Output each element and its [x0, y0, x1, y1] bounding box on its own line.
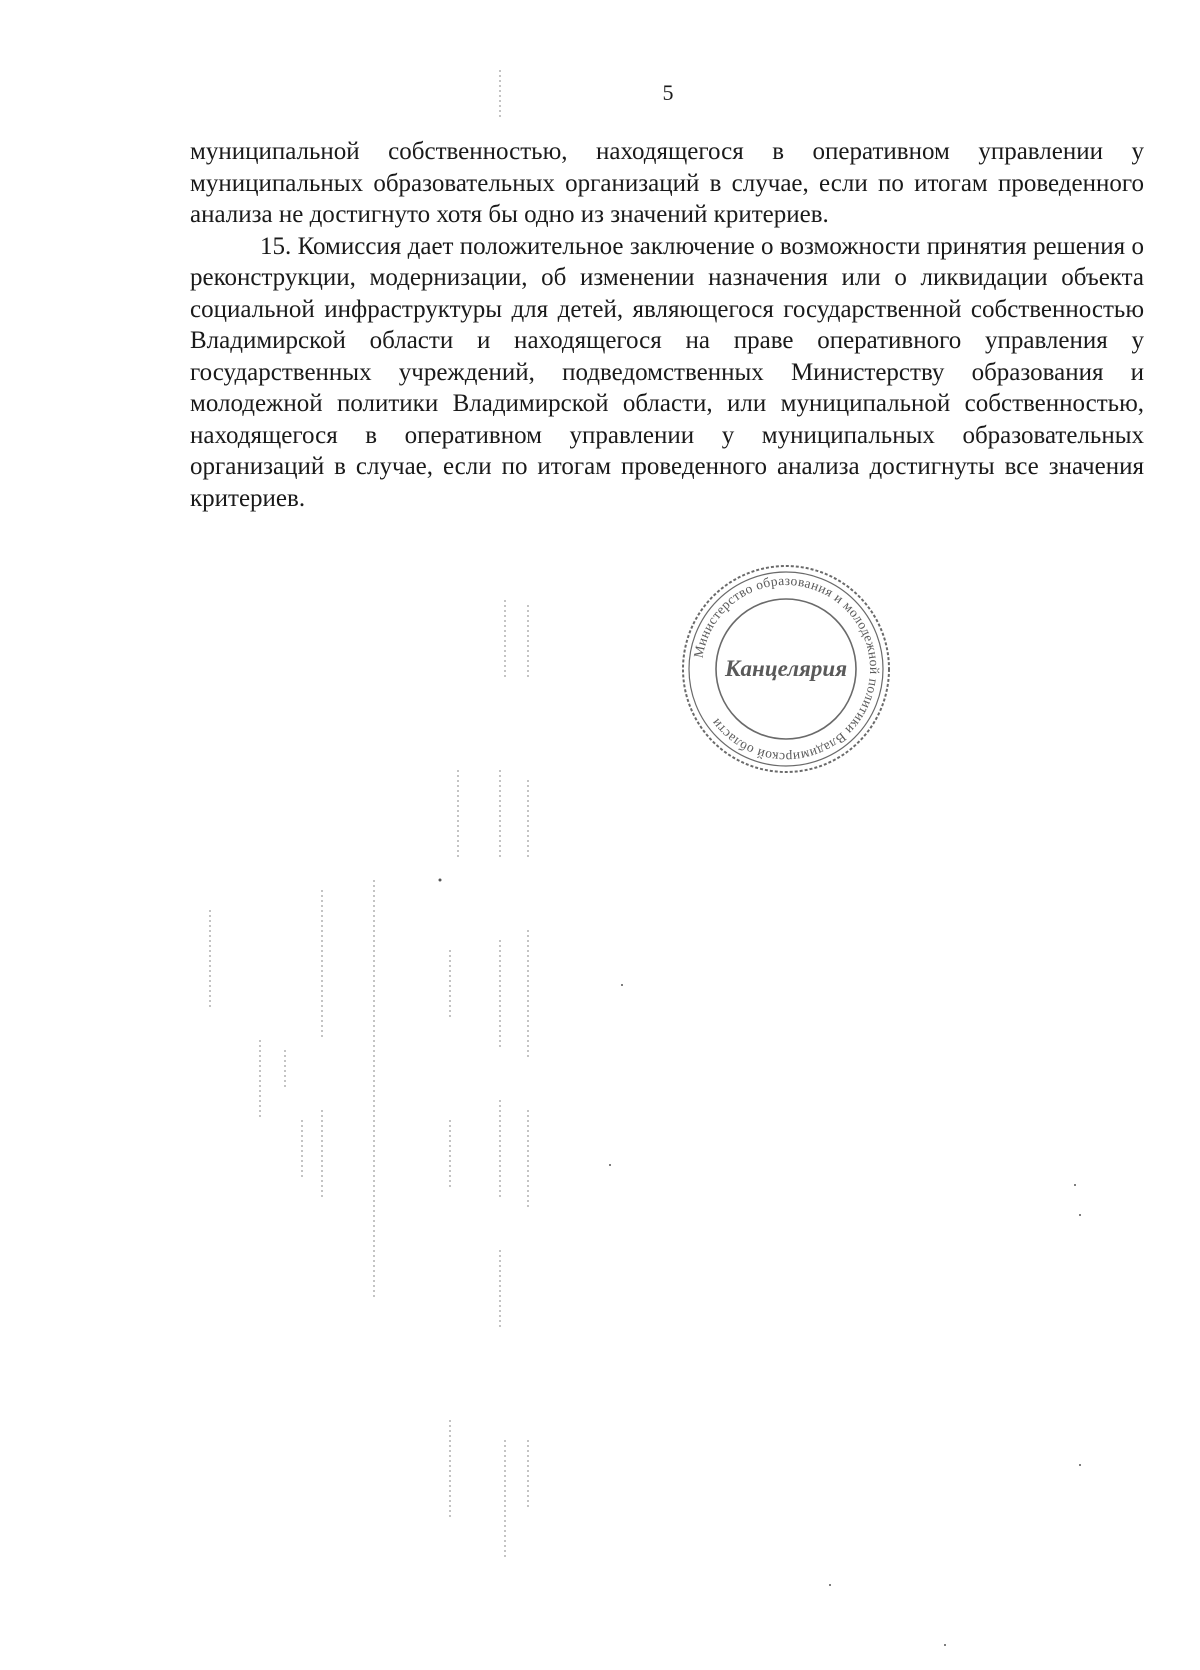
stamp-ring-textpath: Министерство образования и молодежной политики Владимирской области	[690, 572, 883, 766]
paragraph-continuation: муниципальной собственностью, находящегося в оперативном управлении у муниципальных образовательных организаций в случае, если по итогам проведенного анализа не достигнуто хотя бы одно из значений критериев.	[190, 138, 1144, 228]
document-body	[190, 136, 1144, 514]
paragraph-15: 15. Комиссия дает положительное заключение о возможности принятия решения о реконструкции, модернизации, об изменении назначения или о ликвидации объекта социальной инфраструктуры для детей, являющегося государственной собственностью Владимирской области и находящегося на праве оперативного управления у государственных учреждений, подведомственных Министерству образования и молодежной политики Владимирской области, или муниципальной собственностью, находящегося в оперативном управлении у муниципальных образовательных организаций в случае, если по итогам проведенного анализа достигнуты все значения критериев.	[190, 232, 1144, 512]
page-number: 5	[662, 80, 674, 105]
stamp-center-text: Канцелярия	[724, 656, 848, 681]
office-stamp	[670, 558, 902, 780]
